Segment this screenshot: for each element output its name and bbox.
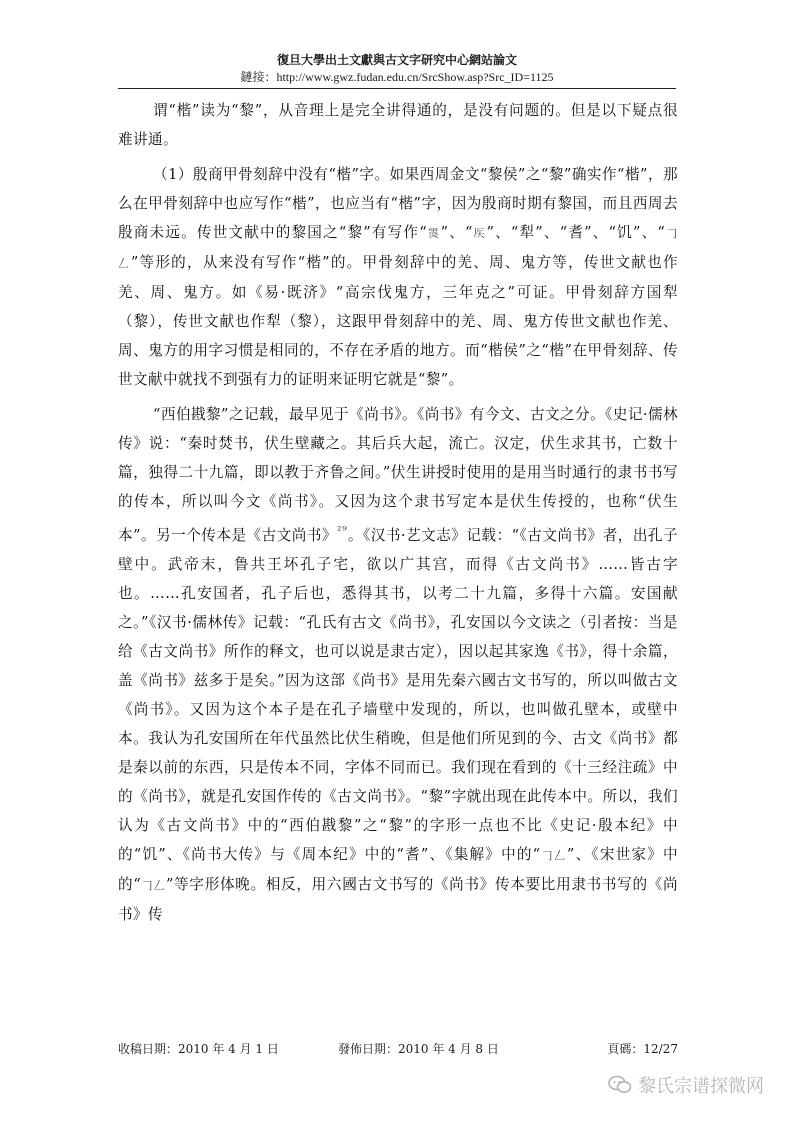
header-divider <box>118 88 676 89</box>
paragraph-point-1: （1）殷商甲骨刻辞中没有“楷”字。如果西周金文“黎侯”之“黎”确实作“楷”，那么在甲骨刻辞中也应写作“楷”，也应当有“楷”字，因为殷商时期有黎国，而且西周去殷商未远。传世文献中的黎国之“黎”有写作“𪐗”、“𥎦”、“犁”、“耆”、“饥”、“𠃌𠃋”等形的，从来没有写作“楷”的。甲骨刻辞中的羌、周、鬼方等，传世文献也作羌、周、鬼方。如《易·既济》“高宗伐鬼方，三年克之”可证。甲骨刻辞方国犁（黎），传世文献也作犁（黎），这跟甲骨刻辞中的羌、周、鬼方传世文献也作羌、周、鬼方的用字习惯是相同的，不存在矛盾的地方。而“楷侯”之“楷”在甲骨刻辞、传世文献中就找不到强有力的证明来证明它就是“黎”。 <box>118 166 679 388</box>
article-body <box>118 96 678 929</box>
received-date: 收稿日期：2010 年 4 月 1 日 <box>118 1042 279 1056</box>
page-header <box>0 52 794 86</box>
watermark-text: 黎氏宗谱探微网 <box>638 1076 764 1097</box>
ancient-glyph: 𠃌𠃋 <box>540 848 567 862</box>
ancient-glyph: 𥎦 <box>472 227 487 240</box>
ancient-glyph: 𠃌𠃋 <box>118 227 679 270</box>
page-number: 頁碼：12/27 <box>607 1042 678 1056</box>
published-date: 發佈日期：2010 年 4 月 8 日 <box>338 1042 499 1056</box>
header-title: 復旦大學出土文獻與古文字研究中心網站論文 <box>276 53 517 67</box>
paragraph-shangshu: “西伯戡黎”之记载，最早见于《尚书》。《尚书》有今文、古文之分。《史记·儒林传》说：“秦时焚书，伏生壁藏之。其后兵大起，流亡。汉定，伏生求其书，亡数十篇，独得二十九篇，即以教于齐鲁之间。”伏生讲授时使用的是用当时通行的隶书书写的传本，所以叫今文《尚书》。又因为这个隶书写定本是伏生传授的，也称“伏生本”。另一个传本是《古文尚书》$^{^{29}}$。《汉书·艺文志》记载：“《古文尚书》者，出孔子壁中。武帝末，鲁共王坏孔子宅，欲以广其宫，而得《古文尚书》……皆古字也。……孔安国者，孔子后也，悉得其书，以考二十九篇，多得十六篇。安国献之。”《汉书·儒林传》记载：“孔氏有古文《尚书》，孔安国以今文读之（引者按：当是给《古文尚书》所作的释文，也可以说是隶古定），因以起其家逸《书》，得十余篇，盖《尚书》兹多于是矣。”因为这部《尚书》是用先秦六國古文书写的，所以叫做古文《尚书》。又因为这个本子是在孔子墙壁中发现的，所以，也叫做孔壁本，或壁中本。我认为孔安国所在年代虽然比伏生稍晚，但是他们所见到的今、古文《尚书》都是秦以前的东西，只是传本不同，字体不同而已。我们现在看到的《十三经注疏》中的《尚书》，就是孔安国作传的《古文尚书》。“黎”字就出现在此传本中。所以，我们认为《古文尚书》中的“西伯戡黎”之“黎”的字形一点也不比《史记·殷本纪》中的“饥”、《尚书大传》与《周本纪》中的“耆”、《集解》中的“𠃌𠃋”、《宋世家》中的“𠃌𠃋”等字形体晚。相反，用六國古文书写的《尚书》传本要比用隶书书写的《尚书》传 <box>118 406 678 923</box>
paragraph-intro: 谓“楷”读为“黎”，从音理上是完全讲得通的，是没有问题的。但是以下疑点很难讲通。 <box>118 102 678 148</box>
ancient-glyph: 𪐗 <box>427 227 441 240</box>
watermark <box>608 1072 764 1098</box>
header-link[interactable]: 鏈接：http://www.gwz.fudan.edu.cn/SrcShow.asp?Src_ID=1125 <box>240 70 554 84</box>
footnote-marker: ²⁹ <box>337 524 348 537</box>
wechat-icon <box>608 1075 632 1095</box>
ancient-glyph: 𠃌𠃋 <box>141 878 166 892</box>
